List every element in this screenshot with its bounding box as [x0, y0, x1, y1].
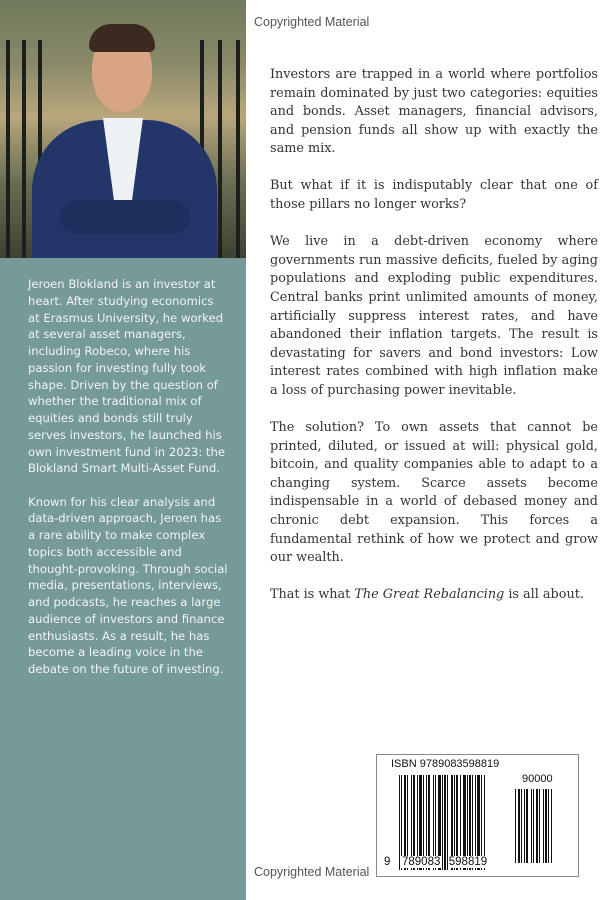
blurb-paragraph: The solution? To own assets that cannot be printed, diluted, or issued at will: physical gold, bitcoin, and quality companies able to adapt to a changing system. Scarce assets become indispensable in a world of debased money and chronic debt expansion. This forces a fundamental rethink of how we protect and grow our wealth.	[270, 420, 598, 566]
author-bio	[28, 276, 228, 694]
blurb-paragraph: We live in a debt-driven economy where governments run massive deficits, fueled by aging populations and exploding public expenditures. Central banks print unlimited amounts of money, artificially suppress interest rates, and have abandoned their inflation targets. The result is devastating for savers and bond investors: Low interest rates combined with high inflation make a loss of purchasing power inevitable.	[270, 234, 598, 398]
blurb-paragraph: But what if it is indisputably clear that one of those pillars no longer works?	[270, 178, 598, 213]
barcode-digit: 9	[384, 856, 391, 868]
book-title: The Great Rebalancing	[354, 587, 505, 603]
closing-line	[270, 586, 598, 605]
copyright-watermark: Copyrighted Material	[254, 15, 370, 29]
back-cover-blurb	[270, 66, 598, 623]
barcode-digits	[383, 856, 488, 868]
author-photo	[0, 0, 246, 258]
barcode-bar	[552, 789, 553, 863]
addon-barcode-bars	[515, 789, 573, 863]
bio-paragraph: Jeroen Blokland is an investor at heart. After studying economics at Erasmus University, he worked at several asset managers, including Robeco, where his passion for investing fully took shape. Driven by the question of whether the traditional mix of equities and bonds still truly serves investors, he launched his own investment fund in 2023: the Blokland Smart Multi-Asset Fund.	[28, 277, 225, 476]
isbn-barcode	[376, 754, 579, 877]
barcode-digit-group: 789083	[402, 856, 441, 868]
copyright-watermark: Copyrighted Material	[254, 865, 370, 879]
bio-paragraph: Known for his clear analysis and data-driven approach, Jeroen has a rare ability to make complex topics both accessible and thought-provoking. Through social media, presentations, interviews, and podcasts, he reaches a large audience of investors and finance enthusiasts. As a result, he has become a leading voice in the debate on the future of investing.	[28, 494, 228, 676]
closing-post: is all about.	[504, 587, 584, 603]
barcode-digit-group: 598819	[448, 856, 488, 868]
author-panel	[0, 0, 246, 900]
price-code: 90000	[522, 773, 553, 785]
blurb-paragraph: Investors are trapped in a world where portfolios remain dominated by just two categories: equities and bonds. Asset managers, financial advisors, and pension funds all show up with exactly the same mix.	[270, 67, 598, 157]
closing-pre: That is what	[270, 587, 355, 603]
isbn-label: ISBN 9789083598819	[391, 758, 500, 770]
